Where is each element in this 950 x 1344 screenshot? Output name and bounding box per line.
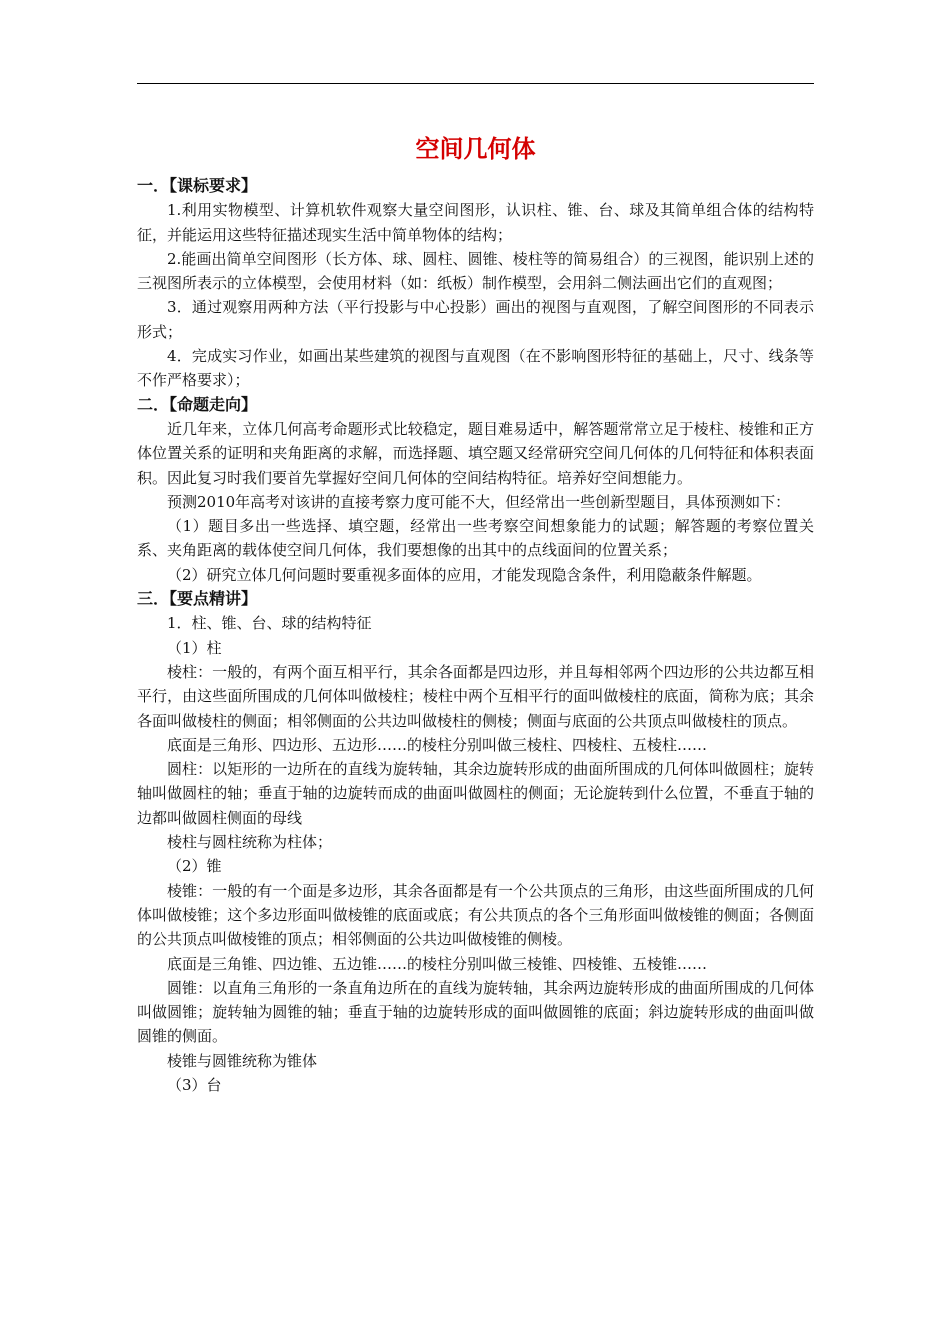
paragraph: 1.利用实物模型、计算机软件观察大量空间图形，认识柱、锥、台、球及其简单组合体的结构特征，并能运用这些特征描述现实生活中简单物体的结构； (137, 201, 814, 244)
page-title: 空间几何体 (415, 135, 536, 163)
paragraph: （2）锥 (167, 857, 222, 876)
section-heading: 一．【课标要求】 (137, 176, 258, 195)
header-rule (137, 83, 814, 84)
section-key-points (137, 587, 814, 1097)
paragraph: 近几年来，立体几何高考命题形式比较稳定，题目难易适中，解答题常常立足于棱柱、棱锥和正方体位置关系的证明和夹角距离的求解，而选择题、填空题又经常研究空间几何体的几何特征和体积表面积。因此复习时我们要首先掌握好空间几何体的空间结构特征。培养好空间想能力。 (137, 419, 814, 487)
section-requirements (137, 174, 814, 393)
section-trends (137, 393, 814, 587)
section-heading: 二．【命题走向】 (137, 394, 258, 414)
paragraph: 4．完成实习作业，如画出某些建筑的视图与直观图（在不影响图形特征的基础上，尺寸、线条等不作严格要求）； (137, 347, 814, 390)
paragraph: 1．柱、锥、台、球的结构特征 (167, 614, 372, 633)
paragraph: 底面是三角形、四边形、五边形……的棱柱分别叫做三棱柱、四棱柱、五棱柱…… (167, 735, 708, 754)
paragraph: 棱锥与圆锥统称为锥体 (167, 1051, 318, 1070)
paragraph: 棱柱与圆柱统称为柱体； (167, 833, 333, 852)
paragraph: 棱锥：一般的有一个面是多边形，其余各面都是有一个公共顶点的三角形，由这些面所围成的几何体叫做棱锥；这个多边形面叫做棱锥的底面或底；有公共顶点的各个三角形面叫做棱锥的侧面；各侧面的公共顶点叫做棱锥的顶点；相邻侧面的公共边叫做棱锥的侧棱。 (137, 881, 814, 949)
paragraph: （1）柱 (167, 638, 222, 657)
paragraph: 圆锥：以直角三角形的一条直角边所在的直线为旋转轴，其余两边旋转形成的曲面所围成的几何体叫做圆锥；旋转轴为圆锥的轴；垂直于轴的边旋转形成的面叫做圆锥的底面；斜边旋转形成的曲面叫做圆锥的侧面。 (137, 978, 814, 1046)
paragraph: 棱柱：一般的，有两个面互相平行，其余各面都是四边形，并且每相邻两个四边形的公共边都互相平行，由这些面所围成的几何体叫做棱柱；棱柱中两个互相平行的面叫做棱柱的底面，简称为底；其余各面叫做棱柱的侧面；相邻侧面的公共边叫做棱柱的侧棱；侧面与底面的公共顶点叫做棱柱的顶点。 (137, 662, 814, 730)
paragraph: （2）研究立体几何问题时要重视多面体的应用，才能发现隐含条件，利用隐蔽条件解题。 (167, 565, 762, 584)
section-heading: 三．【要点精讲】 (137, 589, 258, 609)
document-body (137, 174, 814, 1097)
paragraph: 圆柱：以矩形的一边所在的直线为旋转轴，其余边旋转形成的曲面所围成的几何体叫做圆柱；旋转轴叫做圆柱的轴；垂直于轴的边旋转而成的曲面叫做圆柱的侧面；无论旋转到什么位置，不垂直于轴的边都叫做圆柱侧面的母线 (137, 760, 814, 827)
paragraph: （3）台 (167, 1075, 222, 1094)
paragraph: 2.能画出简单空间图形（长方体、球、圆柱、圆锥、棱柱等的简易组合）的三视图，能识别上述的三视图所表示的立体模型，会使用材料（如：纸板）制作模型，会用斜二侧法画出它们的直观图； (137, 249, 814, 293)
paragraph: 3．通过观察用两种方法（平行投影与中心投影）画出的视图与直观图，了解空间图形的不同表示形式； (137, 298, 814, 341)
paragraph: 预测2010年高考对该讲的直接考察力度可能不大，但经常出一些创新型题目，具体预测如下： (167, 492, 791, 511)
paragraph: 底面是三角锥、四边锥、五边锥……的棱柱分别叫做三棱锥、四棱锥、五棱锥…… (167, 954, 708, 973)
paragraph: （1）题目多出一些选择、填空题，经常出一些考察空间想象能力的试题；解答题的考察位置关系、夹角距离的载体使空间几何体，我们要想像的出其中的点线面间的位置关系； (137, 517, 814, 560)
